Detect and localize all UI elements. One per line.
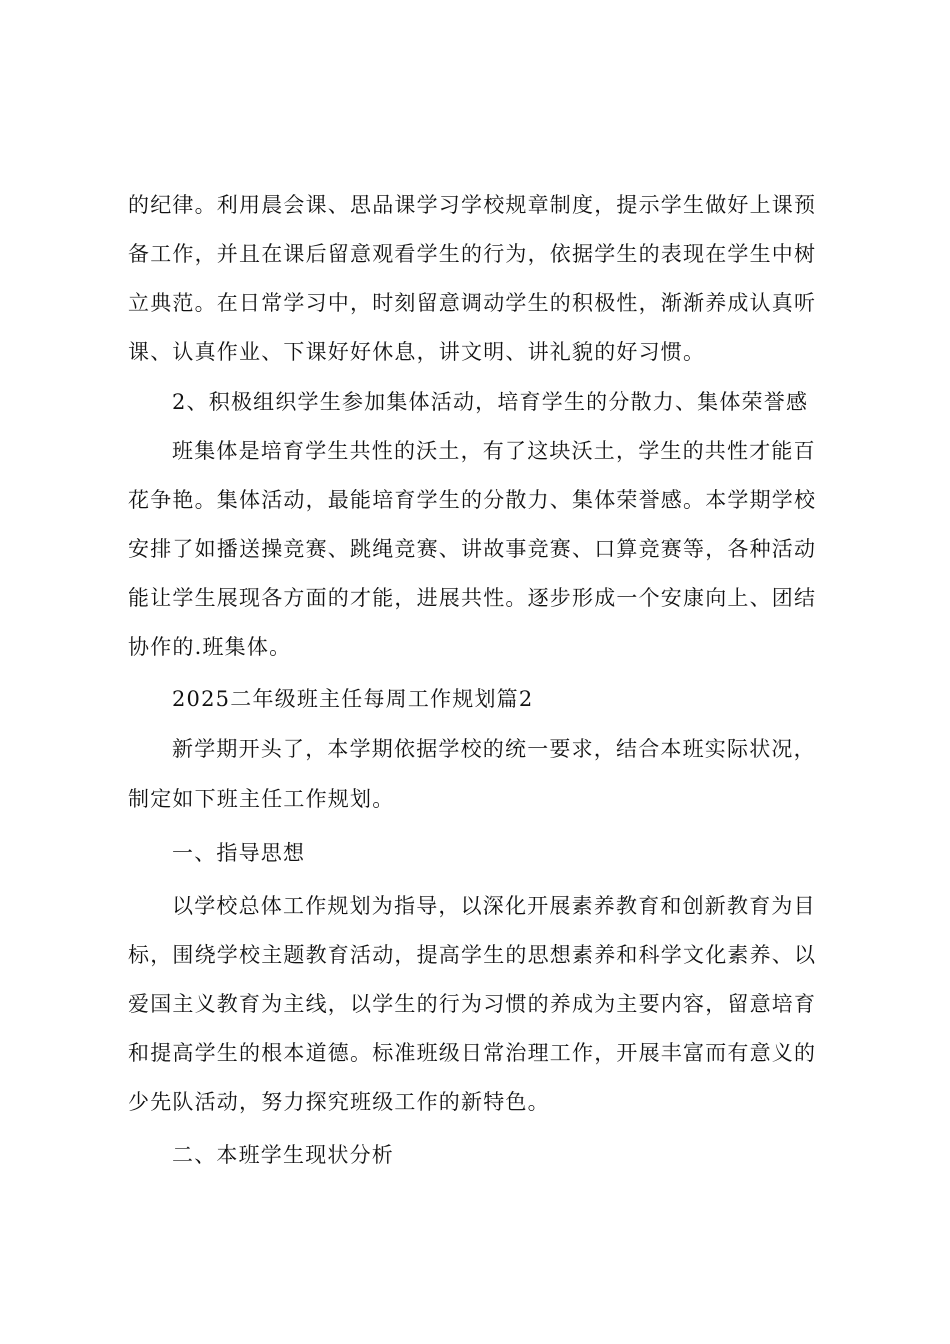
paragraph-line: 爱国主义教育为主线，以学生的行为习惯的养成为主要内容，留意培育 xyxy=(128,992,817,1016)
paragraph-line: 新学期开头了，本学期依据学校的统一要求，结合本班实际状况， xyxy=(172,737,816,761)
paragraph-line: 安排了如播送操竞赛、跳绳竞赛、讲故事竞赛、口算竞赛等，各种活动 xyxy=(128,537,817,561)
paragraph-line: 能让学生展现各方面的才能，进展共性。逐步形成一个安康向上、团结 xyxy=(128,586,817,610)
paragraph-line: 立典范。在日常学习中，时刻留意调动学生的积极性，渐渐养成认真听 xyxy=(128,291,817,315)
paragraph-line: 标，围绕学校主题教育活动，提高学生的思想素养和科学文化素养、以 xyxy=(128,943,817,967)
paragraph-line: 少先队活动，努力探究班级工作的新特色。 xyxy=(128,1090,550,1114)
paragraph-line: 课、认真作业、下课好好休息，讲文明、讲礼貌的好习惯。 xyxy=(128,340,706,364)
paragraph-line: 班集体是培育学生共性的沃土，有了这块沃土，学生的共性才能百 xyxy=(172,439,816,463)
paragraph-line: 花争艳。集体活动，最能培育学生的分散力、集体荣誉感。本学期学校 xyxy=(128,488,817,512)
section-heading: 一、指导思想 xyxy=(172,841,306,865)
paragraph-line: 制定如下班主任工作规划。 xyxy=(128,787,395,811)
paragraph-line: 的纪律。利用晨会课、思品课学习学校规章制度，提示学生做好上课预 xyxy=(128,193,817,217)
paragraph-line: 协作的.班集体。 xyxy=(128,635,292,659)
section-heading: 2、积极组织学生参加集体活动，培育学生的分散力、集体荣誉感 xyxy=(172,390,809,414)
paragraph-line: 和提高学生的根本道德。标准班级日常治理工作，开展丰富而有意义的 xyxy=(128,1041,817,1065)
section-heading: 二、本班学生现状分析 xyxy=(172,1143,394,1167)
paragraph-line: 以学校总体工作规划为指导，以深化开展素养教育和创新教育为目 xyxy=(172,894,816,918)
article-title: 2025二年级班主任每周工作规划篇2 xyxy=(172,687,534,711)
paragraph-line: 备工作，并且在课后留意观看学生的行为，依据学生的表现在学生中树 xyxy=(128,242,817,266)
